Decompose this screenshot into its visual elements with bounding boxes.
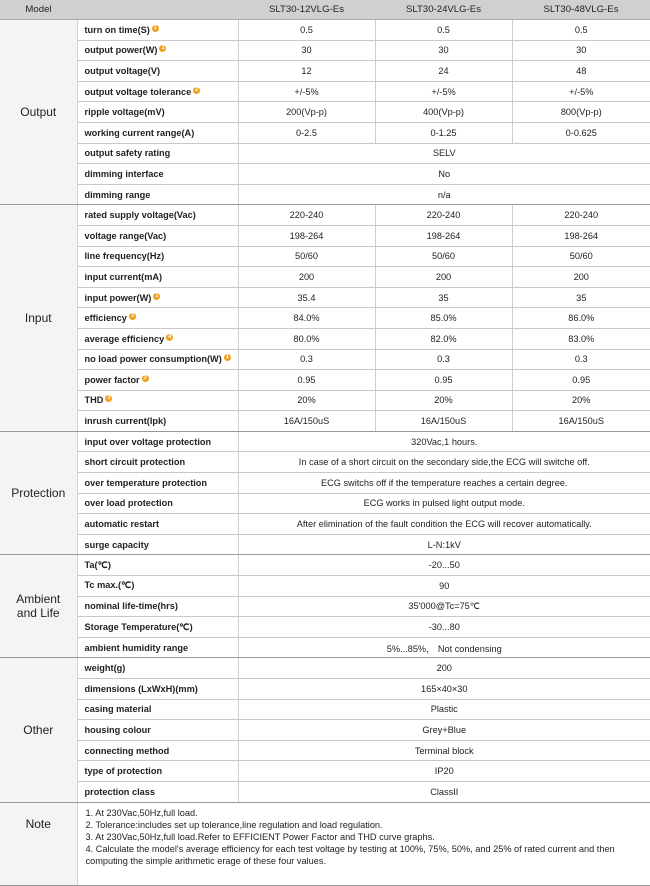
spec-value: 80.0% [238, 328, 375, 349]
group-label-other: Other [0, 658, 77, 802]
spec-row [0, 164, 650, 185]
spec-value: 0.3 [512, 349, 650, 370]
spec-row [0, 267, 650, 288]
param-label: output voltage(V) [84, 65, 161, 76]
param-name [77, 328, 238, 349]
spec-value-shared: ECG switchs off if the temperature reaches a certain degree. [238, 473, 650, 494]
note-ref-badge: 4 [168, 333, 172, 340]
param-label: working current range(A) [84, 127, 195, 138]
note-ref-badge: 1 [153, 24, 157, 31]
spec-value: 0.3 [238, 349, 375, 370]
param-label: input power(W) [84, 292, 152, 303]
spec-value: +/-5% [238, 81, 375, 102]
param-name [77, 431, 238, 452]
param-name [77, 308, 238, 329]
spec-value: 12 [238, 61, 375, 82]
param-label: efficiency [84, 313, 127, 324]
spec-value: 200(Vp-p) [238, 102, 375, 123]
param-label: no load power consumption(W) [84, 354, 222, 365]
spec-row [0, 308, 650, 329]
param-name [77, 576, 238, 597]
param-name [77, 390, 238, 411]
param-label: power factor [84, 374, 140, 385]
param-label: dimming interface [84, 168, 164, 179]
group-label-output: Output [0, 20, 77, 205]
spec-value-shared: After elimination of the fault condition the ECG will recover automatically. [238, 514, 650, 535]
param-label: voltage range(Vac) [84, 230, 167, 241]
param-label: ripple voltage(mV) [84, 107, 165, 118]
group-label-protection: Protection [0, 431, 77, 555]
spec-row [0, 390, 650, 411]
param-label: connecting method [84, 745, 170, 756]
spec-value-shared: Plastic [238, 699, 650, 720]
param-label: ambient humidity range [84, 642, 189, 653]
spec-value-shared: Grey+Blue [238, 720, 650, 741]
spec-value: 0.5 [375, 20, 512, 41]
spec-row [0, 61, 650, 82]
spec-row [0, 720, 650, 741]
param-name [77, 555, 238, 576]
spec-value: +/-5% [512, 81, 650, 102]
param-name [77, 122, 238, 143]
spec-row [0, 761, 650, 782]
param-label: output power(W) [84, 45, 158, 56]
header-spacer [77, 0, 238, 20]
spec-value: 0.95 [375, 370, 512, 391]
param-name [77, 225, 238, 246]
param-label: line frequency(Hz) [84, 251, 165, 262]
param-name [77, 514, 238, 535]
param-label: housing colour [84, 724, 151, 735]
param-name [77, 699, 238, 720]
header-row [0, 0, 650, 20]
spec-value: 16A/150uS [238, 411, 375, 432]
spec-value: 24 [375, 61, 512, 82]
spec-row [0, 349, 650, 370]
spec-value: 30 [238, 40, 375, 61]
spec-value: 50/60 [375, 246, 512, 267]
model-name: SLT30-24VLG-Es [375, 0, 512, 20]
spec-row [0, 205, 650, 226]
note-ref-badge: 1 [225, 354, 229, 361]
spec-row [0, 699, 650, 720]
spec-value-shared: L-N:1kV [238, 534, 650, 555]
group-label-ambient [0, 555, 77, 658]
spec-row [0, 576, 650, 597]
param-label: average efficiency [84, 333, 165, 344]
spec-row [0, 20, 650, 41]
spec-value: 35.4 [238, 287, 375, 308]
note-label: Note [0, 802, 77, 885]
spec-value-shared: IP20 [238, 761, 650, 782]
param-name [77, 370, 238, 391]
group-label-line: Ambient [16, 592, 61, 607]
spec-value-shared: ECG works in pulsed light output mode. [238, 493, 650, 514]
spec-value: 800(Vp-p) [512, 102, 650, 123]
spec-value-shared: 5%...85%， Not condensing [238, 637, 650, 658]
spec-value: 0-0.625 [512, 122, 650, 143]
param-name [77, 679, 238, 700]
note-text [77, 802, 650, 885]
param-name [77, 184, 238, 205]
note-ref-badge: 3 [143, 374, 147, 381]
spec-value: 48 [512, 61, 650, 82]
param-name [77, 40, 238, 61]
spec-value-shared: 320Vac,1 hours. [238, 431, 650, 452]
spec-value: 400(Vp-p) [375, 102, 512, 123]
spec-value: 0.95 [512, 370, 650, 391]
param-label: surge capacity [84, 539, 149, 550]
param-name [77, 740, 238, 761]
note-ref-badge: 1 [155, 292, 159, 299]
spec-value-shared: ClassII [238, 781, 650, 802]
param-label: inrush current(Ipk) [84, 416, 167, 427]
spec-value: 200 [238, 267, 375, 288]
param-label: output safety rating [84, 148, 171, 159]
spec-value: 220-240 [238, 205, 375, 226]
spec-row [0, 452, 650, 473]
note-ref-badge: 2 [195, 86, 199, 93]
spec-row [0, 122, 650, 143]
spec-row [0, 225, 650, 246]
param-name [77, 596, 238, 617]
param-name [77, 411, 238, 432]
param-label: weight(g) [84, 663, 126, 674]
param-label: nominal life-time(hrs) [84, 601, 178, 612]
spec-value: 16A/150uS [375, 411, 512, 432]
param-name [77, 617, 238, 638]
spec-row [0, 370, 650, 391]
spec-value-shared: 165×40×30 [238, 679, 650, 700]
spec-value-shared: In case of a short circuit on the secondary side,the ECG will switche off. [238, 452, 650, 473]
note-ref-badge: 1 [161, 45, 165, 52]
param-name [77, 20, 238, 41]
param-label: type of protection [84, 766, 163, 777]
spec-value-shared: 35'000@Tc=75℃ [238, 596, 650, 617]
param-label: over load protection [84, 498, 173, 509]
spec-row [0, 617, 650, 638]
spec-row [0, 431, 650, 452]
spec-value-shared: -20...50 [238, 555, 650, 576]
spec-value: 0.95 [238, 370, 375, 391]
spec-value: 35 [375, 287, 512, 308]
spec-row [0, 411, 650, 432]
spec-value: 220-240 [375, 205, 512, 226]
param-name [77, 205, 238, 226]
param-name [77, 164, 238, 185]
param-label: input current(mA) [84, 271, 163, 282]
param-name [77, 637, 238, 658]
spec-value: 83.0% [512, 328, 650, 349]
spec-value-shared: -30...80 [238, 617, 650, 638]
spec-value: 0.5 [512, 20, 650, 41]
spec-row [0, 246, 650, 267]
param-name [77, 720, 238, 741]
param-name [77, 781, 238, 802]
spec-value: 50/60 [238, 246, 375, 267]
param-label: Ta(℃) [84, 559, 111, 570]
spec-value: 82.0% [375, 328, 512, 349]
spec-value-shared: n/a [238, 184, 650, 205]
param-label: over temperature protection [84, 477, 208, 488]
spec-value: 198-264 [375, 225, 512, 246]
spec-row [0, 637, 650, 658]
spec-row [0, 740, 650, 761]
param-label: dimensions (LxWxH)(mm) [84, 683, 198, 694]
model-name: SLT30-48VLG-Es [512, 0, 650, 20]
spec-row [0, 102, 650, 123]
spec-row [0, 184, 650, 205]
param-label: dimming range [84, 189, 151, 200]
spec-row [0, 287, 650, 308]
param-label: THD [84, 395, 104, 406]
param-label: protection class [84, 786, 155, 797]
param-name [77, 452, 238, 473]
spec-row [0, 493, 650, 514]
param-name [77, 246, 238, 267]
spec-row [0, 40, 650, 61]
spec-value: 84.0% [238, 308, 375, 329]
spec-value: 20% [375, 390, 512, 411]
param-label: short circuit protection [84, 457, 186, 468]
spec-value: 20% [238, 390, 375, 411]
param-name [77, 143, 238, 164]
param-label: casing material [84, 704, 152, 715]
param-name [77, 534, 238, 555]
spec-value-shared: Terminal block [238, 740, 650, 761]
spec-value: 220-240 [512, 205, 650, 226]
param-name [77, 61, 238, 82]
group-label-line: and Life [16, 606, 60, 621]
spec-value: +/-5% [375, 81, 512, 102]
model-name: SLT30-12VLG-Es [238, 0, 375, 20]
spec-value-shared: SELV [238, 143, 650, 164]
param-name [77, 473, 238, 494]
spec-value: 16A/150uS [512, 411, 650, 432]
note-ref-badge: 3 [130, 313, 134, 320]
param-label: turn on time(S) [84, 24, 150, 35]
spec-row [0, 328, 650, 349]
spec-row [0, 555, 650, 576]
spec-value: 0.3 [375, 349, 512, 370]
spec-value: 0-2.5 [238, 122, 375, 143]
spec-value: 86.0% [512, 308, 650, 329]
note-line: 2. Tolerance:includes set up tolerance,line regulation and load regulation. [85, 819, 383, 830]
spec-row [0, 473, 650, 494]
group-label-input: Input [0, 205, 77, 432]
param-name [77, 267, 238, 288]
param-name [77, 81, 238, 102]
spec-value: 200 [512, 267, 650, 288]
spec-value: 30 [512, 40, 650, 61]
note-ref-badge: 3 [107, 395, 111, 402]
spec-value: 50/60 [512, 246, 650, 267]
param-name [77, 349, 238, 370]
spec-row [0, 679, 650, 700]
spec-row [0, 81, 650, 102]
note-line: 1. At 230Vac,50Hz,full load. [85, 807, 198, 818]
param-name [77, 761, 238, 782]
spec-row [0, 143, 650, 164]
spec-value-shared: 90 [238, 576, 650, 597]
spec-value: 0-1.25 [375, 122, 512, 143]
spec-value-shared: 200 [238, 658, 650, 679]
param-label: rated supply voltage(Vac) [84, 210, 196, 221]
spec-value: 35 [512, 287, 650, 308]
param-label: Storage Temperature(℃) [84, 621, 193, 632]
spec-row [0, 658, 650, 679]
param-label: Tc max.(℃) [84, 580, 135, 591]
spec-row [0, 781, 650, 802]
spec-value: 30 [375, 40, 512, 61]
spec-row [0, 534, 650, 555]
param-name [77, 658, 238, 679]
param-label: automatic restart [84, 519, 160, 530]
spec-value: 0.5 [238, 20, 375, 41]
note-line: 3. At 230Vac,50Hz,full load.Refer to EFFICIENT Power Factor and THD curve graphs. [85, 831, 435, 842]
spec-value: 198-264 [238, 225, 375, 246]
param-name [77, 287, 238, 308]
param-label: input over voltage protection [84, 436, 212, 447]
spec-value: 20% [512, 390, 650, 411]
model-label: Model [0, 0, 77, 20]
spec-value-shared: No [238, 164, 650, 185]
param-name [77, 493, 238, 514]
note-row [0, 802, 650, 885]
note-line: 4. Calculate the model's average efficiency for each test voltage by testing at 100%, 75%, 50%, and 25% of rated current and then computing the simple arithmetic erage of these four values. [85, 844, 615, 867]
spec-value: 200 [375, 267, 512, 288]
spec-value: 85.0% [375, 308, 512, 329]
spec-value: 198-264 [512, 225, 650, 246]
param-label: output voltage tolerance [84, 86, 192, 97]
spec-row [0, 514, 650, 535]
spec-row [0, 596, 650, 617]
param-name [77, 102, 238, 123]
